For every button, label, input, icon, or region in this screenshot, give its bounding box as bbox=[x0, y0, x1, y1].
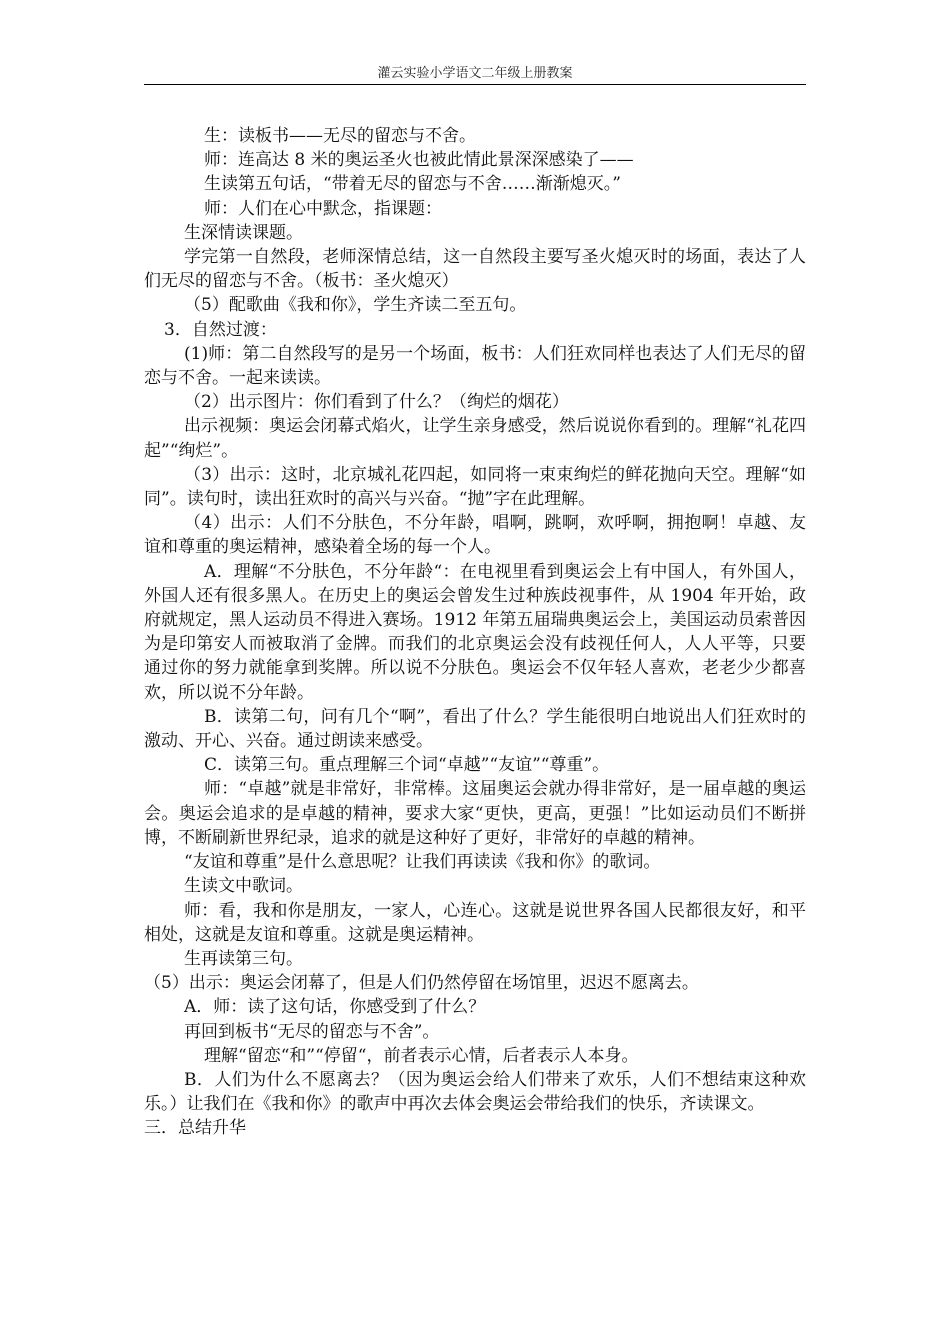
paragraph: （5）配歌曲《我和你》，学生齐读二至五句。 bbox=[184, 295, 527, 316]
paragraph: B．读第二句，问有几个“啊”，看出了什么？学生能很明白地说出人们狂欢时的激动、开心、兴奋。通过朗读来感受。 bbox=[144, 706, 806, 752]
paragraph: 生：读板书——无尽的留恋与不舍。 bbox=[204, 126, 476, 146]
paragraph: 学完第一自然段，老师深情总结，这一自然段主要写圣火熄灭时的场面，表达了人们无尽的留恋与不舍。（板书：圣火熄灭） bbox=[144, 247, 806, 292]
paragraph: 师：看，我和你是朋友，一家人，心连心。这就是说世界各国人民都很友好，和平相处，这就是友谊和尊重。这就是奥运精神。 bbox=[144, 900, 806, 945]
header-title: 灌云实验小学语文二年级上册教案 bbox=[377, 66, 573, 81]
paragraph: 师：“卓越”就是非常好，非常棒。这届奥运会就办得非常好，是一届卓越的奥运会。奥运会追求的是卓越的精神，要求大家“更快，更高，更强！”比如运动员们不断拼博，不断刷新世界纪录，追求的就是这种好了更好，非常好的卓越的精神。 bbox=[144, 779, 806, 848]
paragraph: 生深情读课题。 bbox=[184, 222, 303, 243]
paragraph: 师：人们在心中默念，指课题： bbox=[204, 198, 442, 219]
paragraph: A．理解“不分肤色，不分年龄“：在电视里看到奥运会上有中国人，有外国人，外国人还有很多黑人。在历史上的奥运会曾发生过种族歧视事件，从 1904 年开始，政府就规定，黑人运动员不得进入赛场。1912 年第五届瑞典奥运会上，美国运动员索普因为是印第安人而被取消了金牌。而我们的北京奥运会没有歧视任何人，人人平等，只要通过你的努力就能拿到奖牌。所以说不分肤色。奥运会不仅年轻人喜欢，老老少少都喜欢，所以说不分年龄。 bbox=[144, 561, 806, 703]
paragraph: A．师：读了这句话，你感受到了什么？ bbox=[184, 997, 486, 1018]
paragraph: 师：连高达 8 米的奥运圣火也被此情此景深深感染了—— bbox=[204, 150, 634, 171]
page-header bbox=[144, 64, 806, 85]
paragraph: C．读第三句。重点理解三个词“卓越”“友谊”“尊重”。 bbox=[204, 755, 610, 776]
paragraph: 出示视频：奥运会闭幕式焰火，让学生亲身感受，然后说说你看到的。理解“礼花四起”“绚烂”。 bbox=[144, 416, 806, 461]
paragraph: 3．自然过渡： bbox=[164, 319, 277, 340]
paragraph: B．人们为什么不愿离去？（因为奥运会给人们带来了欢乐，人们不想结束这种欢乐。）让我们在《我和你》的歌声中再次去体会奥运会带给我们的快乐，齐读课文。 bbox=[144, 1069, 806, 1115]
paragraph: 生读第五句话，“带着无尽的留恋与不舍……渐渐熄灭。” bbox=[204, 174, 621, 195]
paragraph: (1)师：第二自然段写的是另一个场面，板书：人们狂欢同样也表达了人们无尽的留恋与不舍。一起来读读。 bbox=[144, 343, 806, 389]
paragraph: （3）出示：这时，北京城礼花四起，如同将一束束绚烂的鲜花抛向天空。理解“如同”。读句时，读出狂欢时的高兴与兴奋。“抛”字在此理解。 bbox=[144, 464, 806, 510]
paragraph: 生读文中歌词。 bbox=[184, 876, 303, 897]
paragraph: （4）出示：人们不分肤色，不分年龄，唱啊，跳啊，欢呼啊，拥抱啊！卓越、友谊和尊重的奥运精神，感染着全场的每一个人。 bbox=[144, 513, 806, 558]
paragraph: 三．总结升华 bbox=[144, 1118, 246, 1139]
paragraph: 再回到板书“无尽的留恋与不舍”。 bbox=[184, 1021, 440, 1042]
paragraph: 理解“留恋“和”“停留“，前者表示心情，后者表示人本身。 bbox=[204, 1045, 639, 1066]
paragraph: 生再读第三句。 bbox=[184, 948, 303, 969]
document-body bbox=[144, 124, 806, 1141]
paragraph: （5）出示：奥运会闭幕了，但是人们仍然停留在场馆里，迟迟不愿离去。 bbox=[144, 973, 699, 994]
paragraph: “友谊和尊重”是什么意思呢？让我们再读读《我和你》的歌词。 bbox=[184, 852, 661, 873]
paragraph: （2）出示图片：你们看到了什么？（绚烂的烟花） bbox=[184, 392, 569, 413]
